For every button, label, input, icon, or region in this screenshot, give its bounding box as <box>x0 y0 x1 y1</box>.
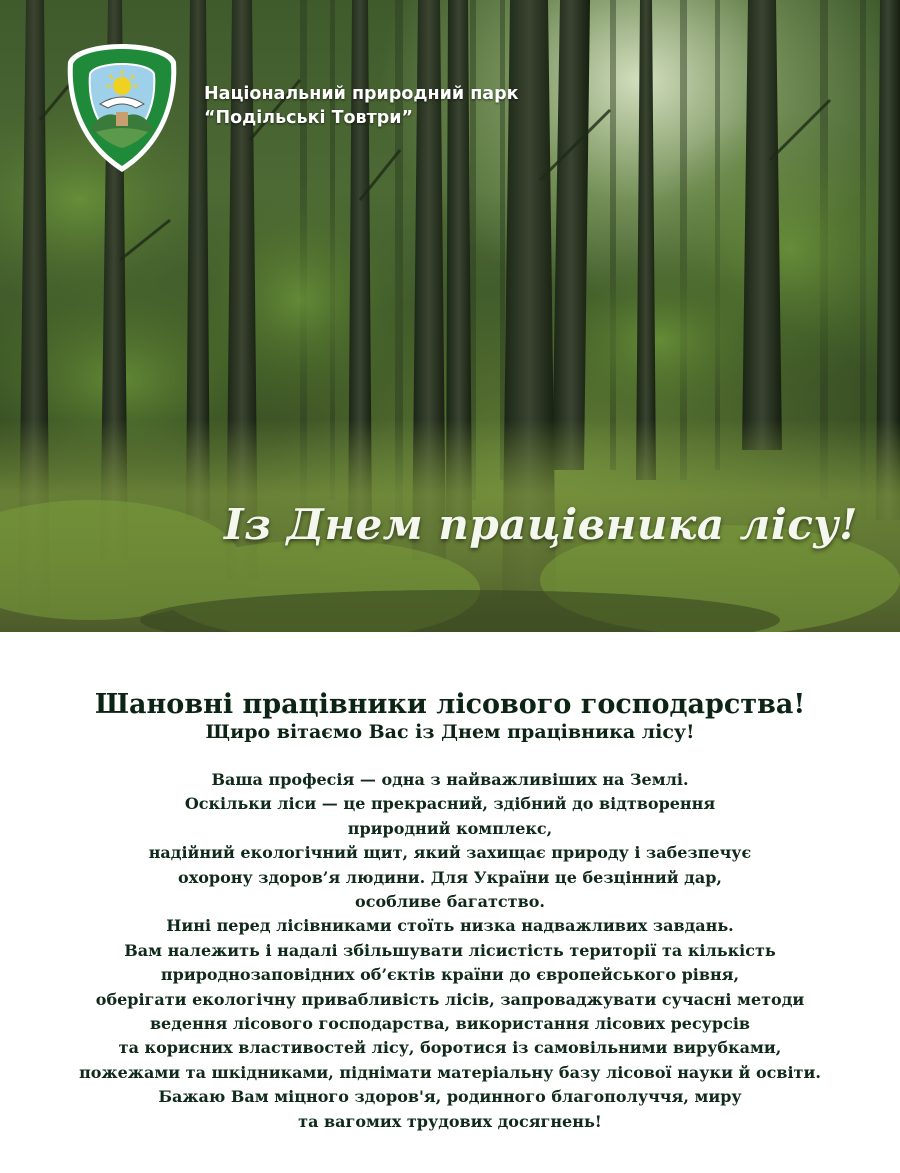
message-headline: Шановні працівники лісового господарства! <box>94 689 806 720</box>
message-subheadline: Щиро вітаємо Вас із Днем працівника лісу! <box>205 721 695 743</box>
park-name-line1: Національний природний парк <box>204 84 519 104</box>
message-line: Бажаю Вам міцного здоров'я, родинного благополуччя, миру <box>158 1087 742 1107</box>
message-line: природнозаповідних об’єктів країни до європейського рівня, <box>160 965 740 985</box>
park-name <box>204 82 519 130</box>
park-emblem-icon <box>66 42 178 174</box>
message-line: ведення лісового господарства, використання лісових ресурсів <box>149 1014 751 1034</box>
message-line: надійний екологічний щит, який захищає природу і забезпечує <box>148 843 752 863</box>
message-line: природний комплекс, <box>347 818 553 838</box>
message-line: та вагомих трудових досягнень! <box>298 1111 602 1131</box>
message-line: Ваша професія — одна з найважливіших на Землі. <box>211 770 689 789</box>
park-emblem-logo <box>66 42 178 174</box>
message-line: Вам належить і надалі збільшувати лісистість території та кількість <box>124 940 776 960</box>
greeting-banner: Із Днем працівника лісу! <box>224 500 858 549</box>
message-line: та корисних властивостей лісу, боротися із самовільними вирубками, <box>118 1038 782 1058</box>
message-line: пожежами та шкідниками, піднімати матеріальну базу лісової науки й освіти. <box>79 1062 821 1082</box>
message-line: Оскільки ліси — це прекрасний, здібний до відтворення <box>184 794 716 814</box>
message-line: особливе багатство. <box>355 892 545 912</box>
message-line: охорону здоров’я людини. Для України це безцінний дар, <box>178 867 722 887</box>
message-line: оберігати екологічну привабливість лісів, запроваджувати сучасні методи <box>95 989 805 1009</box>
park-name-line2: “Подільські Товтри” <box>204 108 414 128</box>
message-body <box>0 768 900 1134</box>
message-line: Нині перед лісівниками стоїть низка надважливих завдань. <box>166 916 734 936</box>
greeting-message <box>0 690 900 1134</box>
